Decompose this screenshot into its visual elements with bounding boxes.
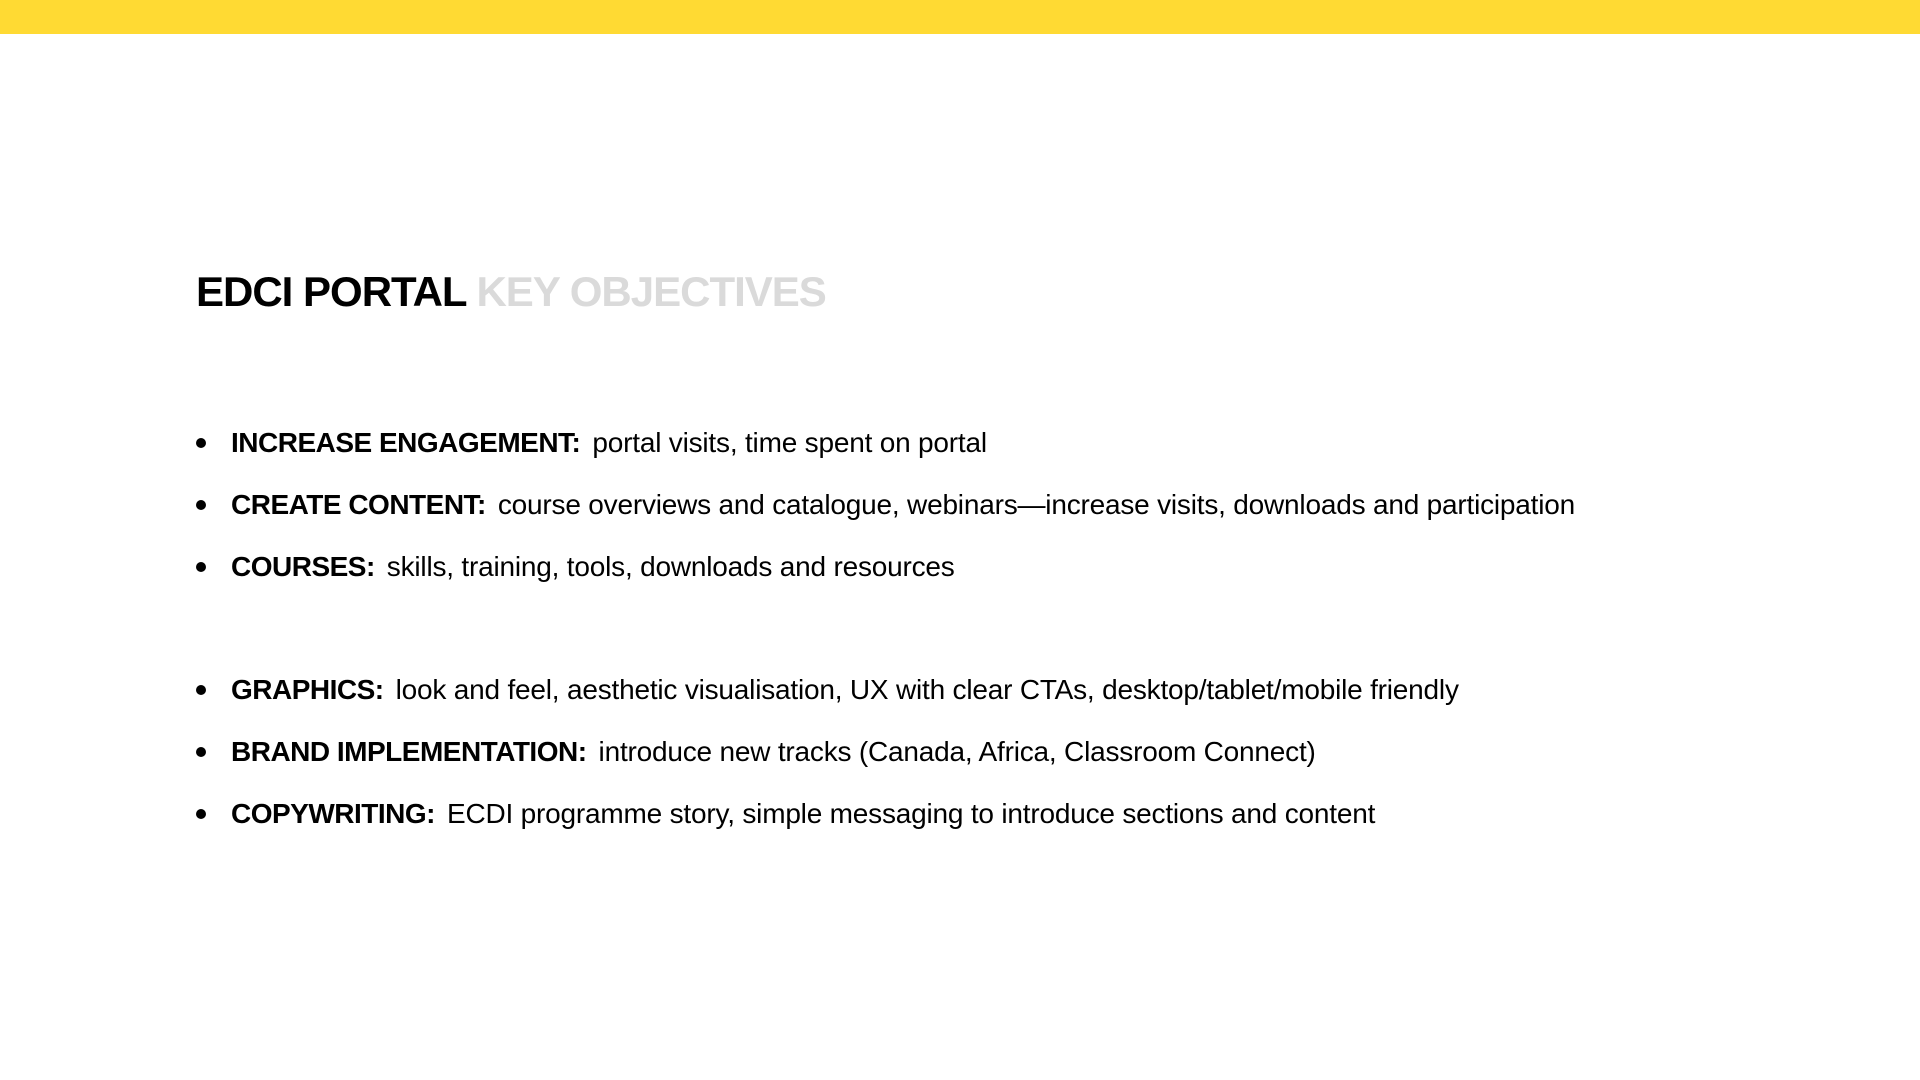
objective-text: course overviews and catalogue, webinars—increase visits, downloads and participation (497, 489, 1576, 520)
objective-label: INCREASE ENGAGEMENT: (231, 427, 581, 458)
objective-item (196, 536, 1796, 598)
objective-label: BRAND IMPLEMENTATION: (231, 736, 587, 767)
objective-item (196, 659, 1796, 721)
objective-label: GRAPHICS: (231, 674, 384, 705)
bullet-dot-icon (196, 747, 206, 757)
objective-label: CREATE CONTENT: (231, 489, 486, 520)
objective-item (196, 412, 1796, 474)
objective-text: skills, training, tools, downloads and resources (386, 551, 955, 582)
objective-text: introduce new tracks (Canada, Africa, Classroom Connect) (598, 736, 1316, 767)
bullet-dot-icon (196, 500, 206, 510)
objective-text: ECDI programme story, simple messaging to introduce sections and content (447, 798, 1376, 829)
objective-label: COURSES: (231, 551, 375, 582)
objective-item (196, 474, 1796, 536)
bullet-dot-icon (196, 562, 206, 572)
objective-label: COPYWRITING: (231, 798, 435, 829)
objective-text: look and feel, aesthetic visualisation, UX with clear CTAs, desktop/tablet/mobile friendly (395, 674, 1459, 705)
slide-title-light: KEY OBJECTIVES (476, 268, 826, 315)
accent-top-bar (0, 0, 1920, 34)
slide-title-strong: EDCI PORTAL (196, 268, 466, 315)
bullet-dot-icon (196, 438, 206, 448)
bullet-dot-icon (196, 685, 206, 695)
objective-item (196, 783, 1796, 845)
objective-item (196, 721, 1796, 783)
objective-text: portal visits, time spent on portal (592, 427, 987, 458)
slide-title (196, 262, 826, 322)
objectives-list (196, 412, 1796, 845)
bullet-dot-icon (196, 809, 206, 819)
